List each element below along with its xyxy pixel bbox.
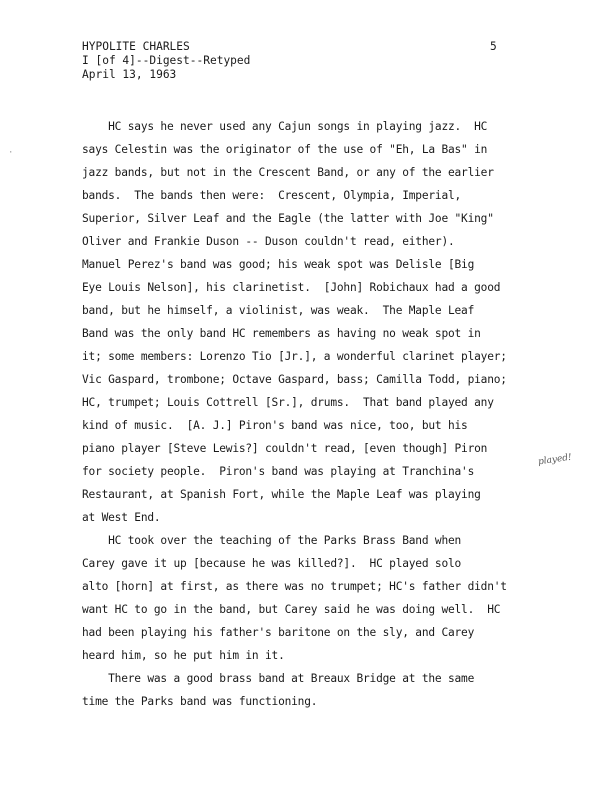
body-line: says Celestin was the originator of the use of "Eh, La Bas" in bbox=[82, 143, 488, 156]
body-line: Carey gave it up [because he was killed?]. HC played solo bbox=[82, 557, 462, 570]
body-line: kind of music. [A. J.] Piron's band was nice, too, but his bbox=[82, 419, 468, 432]
body-line: HC, trumpet; Louis Cottrell [Sr.], drums. That band played any bbox=[82, 396, 494, 409]
body-line: bands. The bands then were: Crescent, Olympia, Imperial, bbox=[82, 189, 462, 202]
body-line: jazz bands, but not in the Crescent Band, or any of the earlier bbox=[82, 166, 494, 179]
body-line: HC says he never used any Cajun songs in playing jazz. HC bbox=[82, 120, 488, 133]
body-line: There was a good brass band at Breaux Bridge at the same bbox=[82, 672, 475, 685]
header-name: HYPOLITE CHARLES bbox=[82, 40, 190, 53]
handwritten-annotation: played! bbox=[537, 452, 573, 468]
body-line: Vic Gaspard, trombone; Octave Gaspard, bass; Camilla Todd, piano; bbox=[82, 373, 507, 386]
body-line: heard him, so he put him in it. bbox=[82, 649, 285, 662]
body-line: want HC to go in the band, but Carey said he was doing well. HC bbox=[82, 603, 501, 616]
body-line: at West End. bbox=[82, 511, 161, 524]
scan-speck: · bbox=[8, 148, 14, 158]
page-number: 5 bbox=[490, 40, 497, 53]
body-line: band, but he himself, a violinist, was weak. The Maple Leaf bbox=[82, 304, 475, 317]
body-line: had been playing his father's baritone on the sly, and Carey bbox=[82, 626, 475, 639]
body-line: time the Parks band was functioning. bbox=[82, 695, 318, 708]
body-line: for society people. Piron's band was playing at Tranchina's bbox=[82, 465, 475, 478]
body-line: it; some members: Lorenzo Tio [Jr.], a wonderful clarinet player; bbox=[82, 350, 507, 363]
body-line: Band was the only band HC remembers as having no weak spot in bbox=[82, 327, 481, 340]
body-line: HC took over the teaching of the Parks Brass Band when bbox=[82, 534, 462, 547]
body-line: Manuel Perez's band was good; his weak spot was Delisle [Big bbox=[82, 258, 475, 271]
body-line: Superior, Silver Leaf and the Eagle (the latter with Joe "King" bbox=[82, 212, 494, 225]
document-header bbox=[82, 40, 250, 82]
body-line: piano player [Steve Lewis?] couldn't read, [even though] Piron bbox=[82, 442, 488, 455]
header-subtitle: I [of 4]--Digest--Retyped bbox=[82, 54, 251, 67]
body-line: alto [horn] at first, as there was no trumpet; HC's father didn't bbox=[82, 580, 507, 593]
header-date: April 13, 1963 bbox=[82, 68, 177, 81]
body-line: Restaurant, at Spanish Fort, while the Maple Leaf was playing bbox=[82, 488, 481, 501]
body-line: Eye Louis Nelson], his clarinetist. [John] Robichaux had a good bbox=[82, 281, 501, 294]
body-line: Oliver and Frankie Duson -- Duson couldn't read, either). bbox=[82, 235, 455, 248]
